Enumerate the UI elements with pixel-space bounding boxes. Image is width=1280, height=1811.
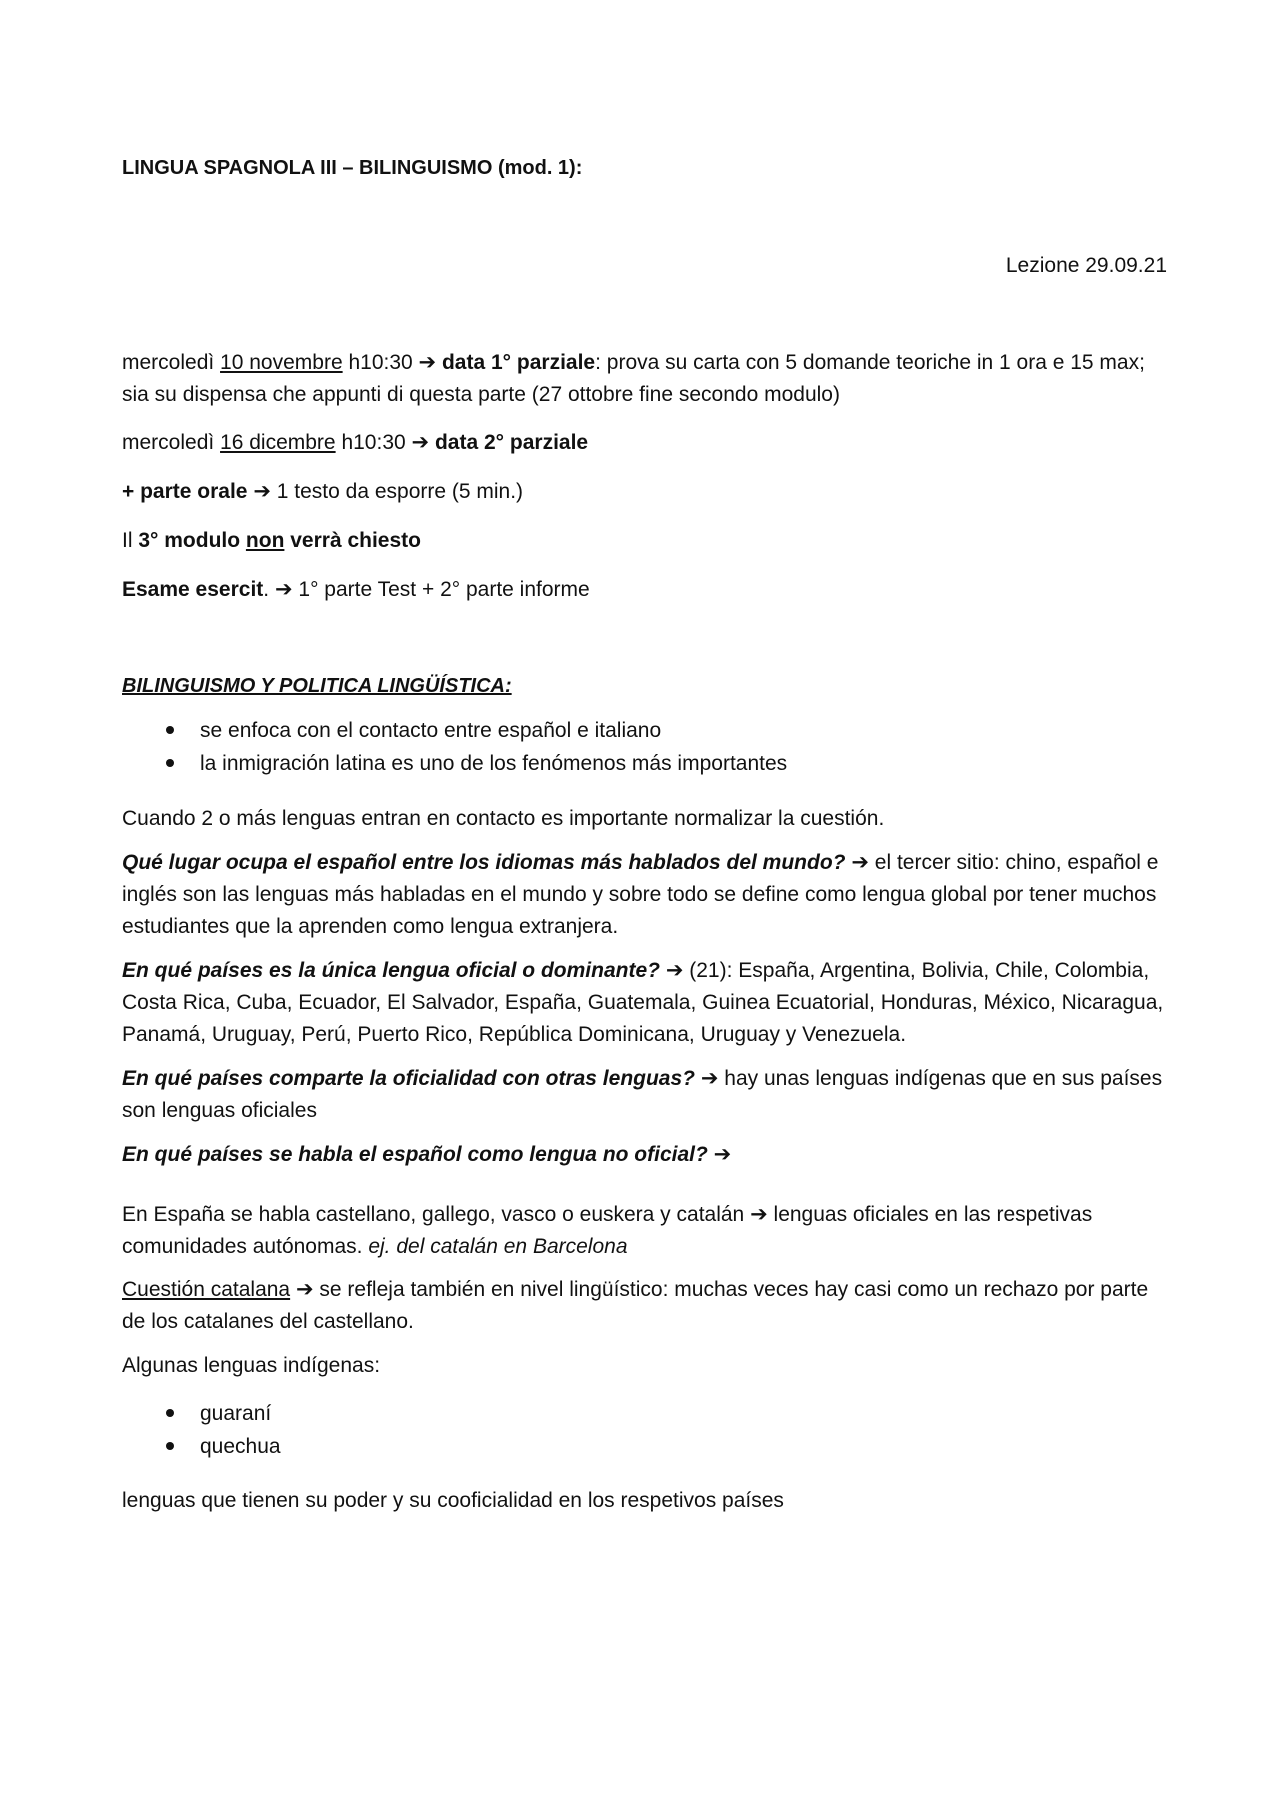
lesson-date: Lezione 29.09.21 [1005, 254, 1167, 277]
second-partial-date: 16 dicembre [220, 431, 336, 454]
arrow-right-icon: ➔ [418, 351, 437, 374]
section-heading: BILINGUISMO Y POLITICA LINGÜÍSTICA: [122, 675, 512, 697]
arrow-right-icon: ➔ [253, 480, 271, 503]
section-bullet-list [122, 714, 1167, 780]
section-intro: Cuando 2 o más lenguas entran en contacto es importante normalizar la cuestión. [122, 807, 885, 830]
schedule-first-partial: mercoledì 10 novembre h10:30 ➔ data 1° parziale: prova su carta con 5 domande teoriche in 1 ora e 15 max; sia su dispensa che appunti di questa parte (27 ottobre fine secondo modulo) [122, 351, 1145, 406]
bullet-icon [166, 1409, 174, 1417]
arrow-right-icon: ➔ [713, 1143, 732, 1166]
schedule-second-partial: mercoledì 16 dicembre h10:30 ➔ data 2° parziale [122, 431, 589, 454]
bullet-icon [166, 759, 174, 767]
bullet-icon [166, 726, 174, 734]
question-spanish-rank: Qué lugar ocupa el español entre los idiomas más hablados del mundo? ➔ el tercer sitio: chino, español e inglés son las lenguas más habladas en el mundo y sobre todo se define como lengua global por tener muchos estudiantes que la aprenden como lengua extranjera. [122, 851, 1159, 938]
first-partial-date: 10 novembre [220, 351, 343, 374]
schedule-exam: Esame esercit. ➔ 1° parte Test + 2° parte informe [122, 578, 590, 601]
document-title: LINGUA SPAGNOLA III – BILINGUISMO (mod. 1): [122, 157, 583, 179]
list-item: guaraní [122, 1397, 1167, 1430]
closing-note: lenguas que tienen su poder y su cooficialidad en los respetivos países [122, 1489, 784, 1512]
schedule-third-module: Il 3° modulo non verrà chiesto [122, 529, 421, 552]
list-item: la inmigración latina es uno de los fenómenos más importantes [122, 747, 1167, 780]
question-official-countries: En qué países es la única lengua oficial o dominante? ➔ (21): España, Argentina, Bolivia, Chile, Colombia, Costa Rica, Cuba, Ecuador, El Salvador, España, Guatemala, Guinea Ecuatorial, Honduras, México, Nicaragua, Panamá, Uruguay, Perú, Puerto Rico, República Dominicana, Uruguay y Venezuela. [122, 959, 1164, 1046]
arrow-right-icon: ➔ [274, 578, 293, 601]
list-item: quechua [122, 1430, 1167, 1463]
question-co-official: En qué países comparte la oficialidad con otras lenguas? ➔ hay unas lenguas indígenas que en sus países son lenguas oficiales [122, 1067, 1163, 1122]
arrow-right-icon: ➔ [411, 431, 430, 454]
indigenous-intro: Algunas lenguas indígenas: [122, 1354, 381, 1377]
arrow-right-icon: ➔ [750, 1203, 768, 1226]
arrow-right-icon: ➔ [700, 1067, 719, 1090]
spain-languages: En España se habla castellano, gallego, vasco o euskera y catalán ➔ lenguas oficiales en las respetivas comunidades autónomas. ej. del catalán en Barcelona [122, 1203, 1093, 1258]
question-non-official: En qué países se habla el español como lengua no oficial? ➔ [122, 1143, 732, 1166]
catalan-question: Cuestión catalana ➔ se refleja también en nivel lingüístico: muchas veces hay casi como un rechazo por parte de los catalanes del castellano. [122, 1278, 1149, 1333]
list-item: se enfoca con el contacto entre español e italiano [122, 714, 1167, 747]
arrow-right-icon: ➔ [851, 851, 869, 874]
schedule-oral-part: + parte orale ➔ 1 testo da esporre (5 min.) [122, 480, 524, 503]
bullet-icon [166, 1442, 174, 1450]
arrow-right-icon: ➔ [295, 1278, 314, 1301]
indigenous-list [122, 1397, 1167, 1463]
arrow-right-icon: ➔ [665, 959, 684, 982]
